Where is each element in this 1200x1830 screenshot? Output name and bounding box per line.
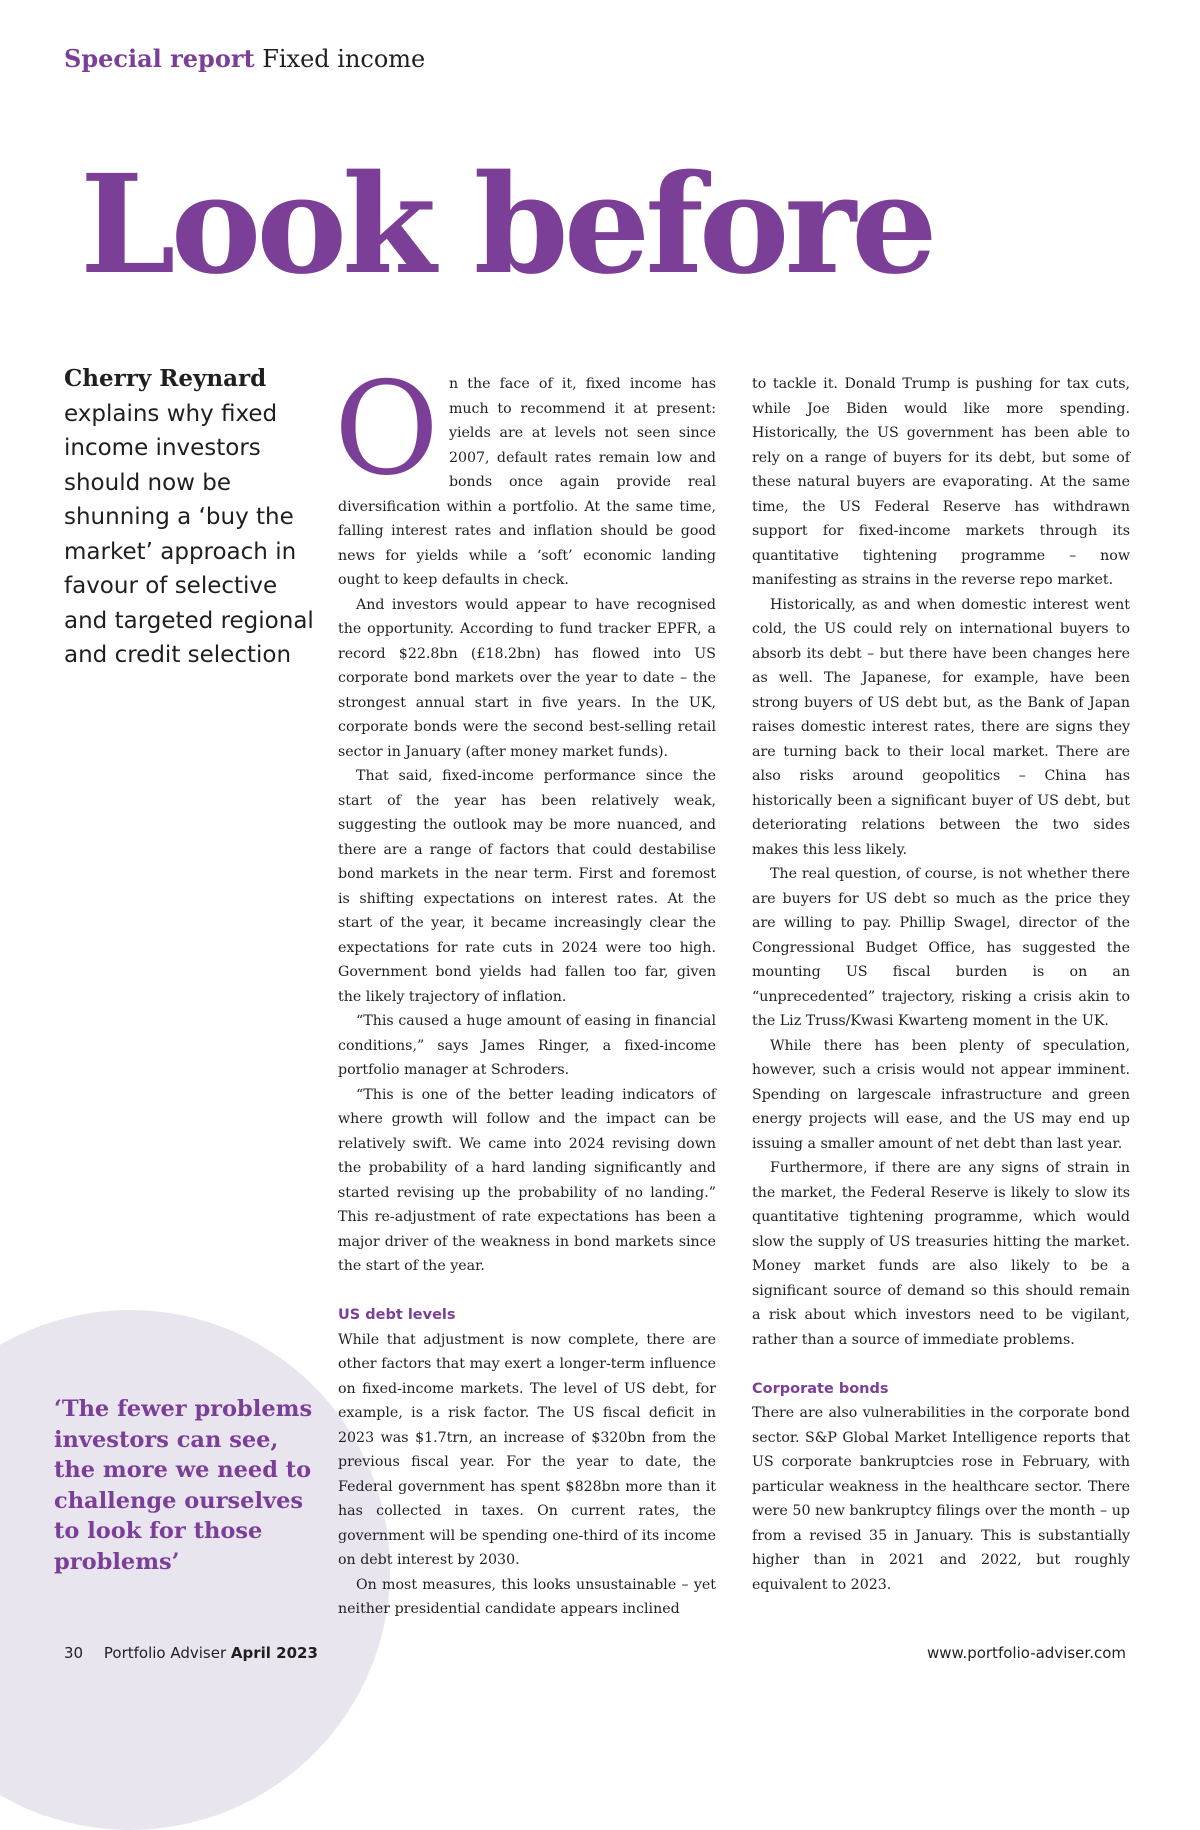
standfirst [64,362,324,673]
issue-date: April 2023 [230,1644,318,1662]
section-kicker [64,44,425,73]
article-paragraph: Furthermore, if there are any signs of strain in the market, the Federal Reserve is likely to slow its quantitative tightening programme, which would slow the supply of US treasuries hitting the market. Money market funds are also likely to be a significant source of demand so this should remain a risk about which investors need to be vigilant, rather than a source of immediate problems. [752,1160,1130,1348]
article-column-2 [752,372,1130,1597]
page-number: 30 [64,1644,84,1662]
headline: Look before [80,145,933,305]
article-paragraph: to tackle it. Donald Trump is pushing for tax cuts, while Joe Biden would like more spending. Historically, the US government has been able to rely on a range of buyers for its debt, but some of these natural buyers are evaporating. At the same time, the US Federal Reserve has withdrawn support for fixed-income markets through its quantitative tightening programme – now manifesting as strains in the reverse repo market. [752,376,1130,588]
article-paragraph: The real question, of course, is not whether there are buyers for US debt so much as the price they are willing to pay. Phillip Swagel, director of the Congressional Budget Office, has suggested the mounting US fiscal burden is on an “unprecedented” trajectory, risking a crisis akin to the Liz Truss/Kwasi Kwarteng moment in the UK. [752,866,1130,1029]
topic-label: Fixed income [262,45,426,73]
article-paragraph: Historically, as and when domestic interest went cold, the US could rely on international buyers to absorb its debt – but there have been changes here as well. The Japanese, for example, have been strong buyers of US debt but, as the Bank of Japan raises domestic interest rates, there are signs they are turning back to their local market. There are also risks around geopolitics – China has historically been a significant buyer of US debt, but deteriorating relations between the two sides makes this less likely. [752,596,1130,858]
article-paragraph: “This is one of the better leading indicators of where growth will follow and the impact can be relatively swift. We came into 2024 revising down the probability of a hard landing significantly and started revising up the probability of no landing.” This re-adjustment of rate expectations has been a major driver of the weakness in bond markets since the start of the year. [338,1086,716,1274]
section-label: Special report [64,44,255,73]
footer-url: www.portfolio-adviser.com [927,1644,1126,1662]
standfirst-text: explains why fixed income investors should now be shunning a ‘buy the market’ approach in favour of selective and targeted regional and credit selection [64,400,314,668]
article-paragraph: And investors would appear to have recognised the opportunity. According to fund tracker EPFR, a record $22.8bn (£18.2bn) has flowed into US corporate bond markets over the year to date – the strongest annual start in five years. In the UK, corporate bonds were the second best-selling retail sector in January (after money market funds). [338,596,716,760]
article-paragraph: There are also vulnerabilities in the corporate bond sector. S&P Global Market Intelligence reports that US corporate bankruptcies rose in February, with particular weakness in the healthcare sector. There were 50 new bankruptcy filings over the month – up from a revised 35 in January. This is substantially higher than in 2021 and 2022, but roughly equivalent to 2023. [752,1405,1130,1593]
paragraph-text: n the face of it, fixed income has much to recommend it at present: yields are at levels not seen since 2007, default rates remain low and bonds once again provide real diversification within a portfolio. At the same time, falling interest rates and inflation should be good news for yields while a ‘soft’ economic landing ought to keep defaults in check. [338,376,716,588]
article-paragraph: While that adjustment is now complete, there are other factors that may exert a longer-term influence on fixed-income markets. The level of US debt, for example, is a risk factor. The US fiscal deficit in 2023 was $1.7trn, an increase of $320bn from the previous fiscal year. For the year to date, the Federal government has spent $828bn more than it has collected in taxes. On current rates, the government will be spending one-third of its income on debt interest by 2030. [338,1331,716,1568]
drop-cap: O [334,355,439,504]
subhead-us-debt-levels: US debt levels [338,1307,456,1323]
footer-left [64,1644,318,1662]
article-paragraph: That said, fixed-income performance since the start of the year has been relatively weak, suggesting the outlook may be more nuanced, and there are a range of factors that could destabilise bond markets in the near term. First and foremost is shifting expectations on interest rates. At the start of the year, it became increasingly clear the expectations for rate cuts in 2024 were too high. Government bond yields had fallen too far, given the likely trajectory of inflation. [338,768,716,1005]
pull-quote: ‘The fewer problems investors can see, the more we need to challenge ourselves to look for those problems’ [54,1396,313,1575]
author-name: Cherry Reynard [64,365,267,392]
publication-name: Portfolio Adviser [103,1644,227,1662]
subhead-corporate-bonds: Corporate bonds [752,1380,889,1397]
article-paragraph [334,355,716,593]
article-paragraph: On most measures, this looks unsustainable – yet neither presidential candidate appears inclined [338,1576,716,1617]
article-paragraph: “This caused a huge amount of easing in financial conditions,” says James Ringer, a fixed-income portfolio manager at Schroders. [338,1013,716,1078]
article-paragraph: While there has been plenty of speculation, however, such a crisis would not appear imminent. Spending on largescale infrastructure and green energy projects will ease, and the US may end up issuing a smaller amount of net debt than last year. [752,1037,1130,1152]
article-column-1 [334,355,716,1622]
